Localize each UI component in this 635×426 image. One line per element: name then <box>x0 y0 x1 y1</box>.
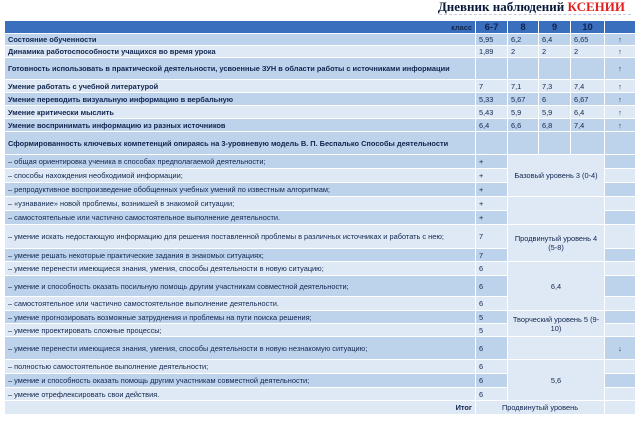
skill-row <box>5 262 635 275</box>
skill-label: – общая ориентировка ученика в способах предполагаемой деятельности; <box>5 155 475 168</box>
grade-value: 5,9 <box>539 106 570 118</box>
indicator-label: Умение работать с учебной литературой <box>5 80 475 92</box>
skill-row <box>5 337 635 359</box>
skill-label: – умение отрефлексировать свои действия. <box>5 388 475 400</box>
indicator-row <box>5 80 635 92</box>
skill-label: – умение искать недостающую информацию для решения поставленной проблемы в различных источниках и работать с нею; <box>5 225 475 248</box>
grade-value <box>539 58 570 79</box>
grade-value: 5,95 <box>476 34 507 45</box>
skill-label: – умение решать некоторые практические задания в знакомых ситуациях; <box>5 249 475 261</box>
grade-value: 7,4 <box>571 80 604 92</box>
grade-value: 2 <box>508 46 538 57</box>
grade-value <box>571 58 604 79</box>
skill-value: 6 <box>476 276 507 296</box>
grade-value: 6,67 <box>571 93 604 105</box>
skill-label: – полностью самостоятельное выполнение деятельности; <box>5 360 475 373</box>
grade-header: 8 <box>508 21 538 33</box>
empty-cell <box>605 311 635 323</box>
skill-label: – репродуктивное воспроизведение обобщенных учебных умений по известным алгоритмам; <box>5 183 475 196</box>
empty-cell <box>571 132 604 154</box>
skill-row <box>5 360 635 373</box>
page-title <box>438 0 625 14</box>
grade-value: 7,3 <box>539 80 570 92</box>
grade-value: 6,4 <box>476 119 507 131</box>
indicator-label: Динамика работоспособности учащихся во время урока <box>5 46 475 57</box>
grade-value: 2 <box>571 46 604 57</box>
grade-value: 6,2 <box>508 34 538 45</box>
grade-header: 6-7 <box>476 21 507 33</box>
skill-value: + <box>476 155 507 168</box>
grade-value: 5,43 <box>476 106 507 118</box>
empty-cell <box>508 197 604 224</box>
grade-value: 5,67 <box>508 93 538 105</box>
arrow-header <box>605 21 635 33</box>
grade-value: 5,9 <box>508 106 538 118</box>
skill-label: – самостоятельные или частично самостоятельное выполнение деятельности. <box>5 211 475 224</box>
title-underline <box>439 14 631 15</box>
grade-value: 2 <box>539 46 570 57</box>
advanced-level-cell: Продвинутый уровень 4 (5-8) <box>508 225 604 261</box>
grade-header: 9 <box>539 21 570 33</box>
empty-cell <box>605 388 635 400</box>
empty-cell <box>605 211 635 224</box>
grade-value: 6,65 <box>571 34 604 45</box>
skill-value: 6 <box>476 360 507 373</box>
empty-cell <box>539 132 570 154</box>
empty-cell <box>605 155 635 168</box>
empty-cell <box>605 262 635 275</box>
trend-arrow: ↑ <box>605 119 635 131</box>
empty-cell <box>605 276 635 296</box>
skill-label: – «узнавание» новой проблемы, возникшей в знакомой ситуации; <box>5 197 475 210</box>
empty-cell <box>605 374 635 387</box>
grade-value: 7 <box>476 80 507 92</box>
empty-cell <box>508 337 604 359</box>
advanced-level-value: 6,4 <box>508 262 604 310</box>
grade-value <box>508 58 538 79</box>
trend-arrow: ↑ <box>605 46 635 57</box>
indicator-label: Умение воспринимать информацию из разных источников <box>5 119 475 131</box>
total-row <box>5 401 635 414</box>
grade-value: 1,89 <box>476 46 507 57</box>
indicator-row <box>5 93 635 105</box>
skill-value: 7 <box>476 225 507 248</box>
skill-label: – способы нахождения необходимой информации; <box>5 169 475 182</box>
class-header: класс <box>5 21 475 33</box>
skill-value: 6 <box>476 262 507 275</box>
grade-header: 10 <box>571 21 604 33</box>
basic-level-cell: Базовый уровень 3 (0-4) <box>508 155 604 196</box>
empty-cell <box>605 360 635 373</box>
indicator-label: Состояние обученности <box>5 34 475 45</box>
grade-value: 6,6 <box>508 119 538 131</box>
total-label: Итог <box>5 401 475 414</box>
indicator-row <box>5 34 635 45</box>
empty-cell <box>476 132 507 154</box>
grade-value: 7,1 <box>508 80 538 92</box>
empty-cell <box>605 401 635 414</box>
grade-value: 7,4 <box>571 119 604 131</box>
skill-label: – умение перенести имеющиеся знания, умения, способы деятельности в новую незнакомую ситуацию; <box>5 337 475 359</box>
total-value: Продвинутый уровень <box>476 401 604 414</box>
grade-value: 6,4 <box>571 106 604 118</box>
grade-value: 6,8 <box>539 119 570 131</box>
indicator-row <box>5 58 635 79</box>
skill-value: + <box>476 183 507 196</box>
empty-cell <box>605 132 635 154</box>
header-row <box>5 21 635 33</box>
indicator-label: Умение переводить визуальную информацию в вербальную <box>5 93 475 105</box>
trend-arrow: ↑ <box>605 58 635 79</box>
skill-value: + <box>476 211 507 224</box>
skill-label: – умение перенести имеющиеся знания, умения, способы деятельности в новую ситуацию; <box>5 262 475 275</box>
skill-value: 5 <box>476 311 507 323</box>
title-prefix: Дневник наблюдений <box>437 0 568 14</box>
indicator-row <box>5 106 635 118</box>
creative-level-cell: Творческий уровень 5 (9-10) <box>508 311 604 336</box>
skill-row <box>5 311 635 323</box>
skill-label: – умение проектировать сложные процессы; <box>5 324 475 336</box>
observation-table <box>4 20 635 415</box>
indicator-row <box>5 119 635 131</box>
indicator-label: Готовность использовать в практической деятельности, усвоенные ЗУН в области работы с источниками информации <box>5 58 475 79</box>
trend-arrow: ↑ <box>605 34 635 45</box>
competence-header-row <box>5 132 635 154</box>
empty-cell <box>508 132 538 154</box>
skill-value: 5 <box>476 324 507 336</box>
skill-value: + <box>476 197 507 210</box>
skill-value: 6 <box>476 337 507 359</box>
creative-level-value: 5,6 <box>508 360 604 400</box>
empty-cell <box>605 324 635 336</box>
skill-value: + <box>476 169 507 182</box>
skill-label: – умение и способность оказать помощь другим участникам совместной деятельности; <box>5 374 475 387</box>
skill-value: 7 <box>476 249 507 261</box>
skill-label: – умение и способность оказать посильную помощь другим участникам совместной деятельности; <box>5 276 475 296</box>
skill-row <box>5 197 635 210</box>
grade-value <box>476 58 507 79</box>
indicator-row <box>5 46 635 57</box>
indicator-label: Умение критически мыслить <box>5 106 475 118</box>
trend-arrow: ↑ <box>605 80 635 92</box>
empty-cell <box>605 249 635 261</box>
skill-value: 6 <box>476 388 507 400</box>
trend-arrow: ↑ <box>605 93 635 105</box>
grade-value: 6 <box>539 93 570 105</box>
empty-cell <box>605 197 635 210</box>
skill-label: – самостоятельное или частично самостоятельное выполнение деятельности. <box>5 297 475 310</box>
grade-value: 6,4 <box>539 34 570 45</box>
trend-arrow: ↑ <box>605 106 635 118</box>
student-name: КСЕНИИ <box>567 0 625 14</box>
empty-cell <box>605 183 635 196</box>
competence-header: Сформированность ключевых компетенций опираясь на 3-уровневую модель В. П. Беспалько Способы деятельности <box>5 132 475 154</box>
empty-cell <box>605 169 635 182</box>
skill-value: 6 <box>476 374 507 387</box>
empty-cell <box>605 297 635 310</box>
skill-row <box>5 155 635 168</box>
grade-value: 5,33 <box>476 93 507 105</box>
skill-row <box>5 225 635 248</box>
skill-value: 6 <box>476 297 507 310</box>
skill-label: – умение прогнозировать возможные затруднения и проблемы на пути поиска решения; <box>5 311 475 323</box>
empty-cell <box>605 225 635 248</box>
trend-arrow: ↓ <box>605 337 635 359</box>
